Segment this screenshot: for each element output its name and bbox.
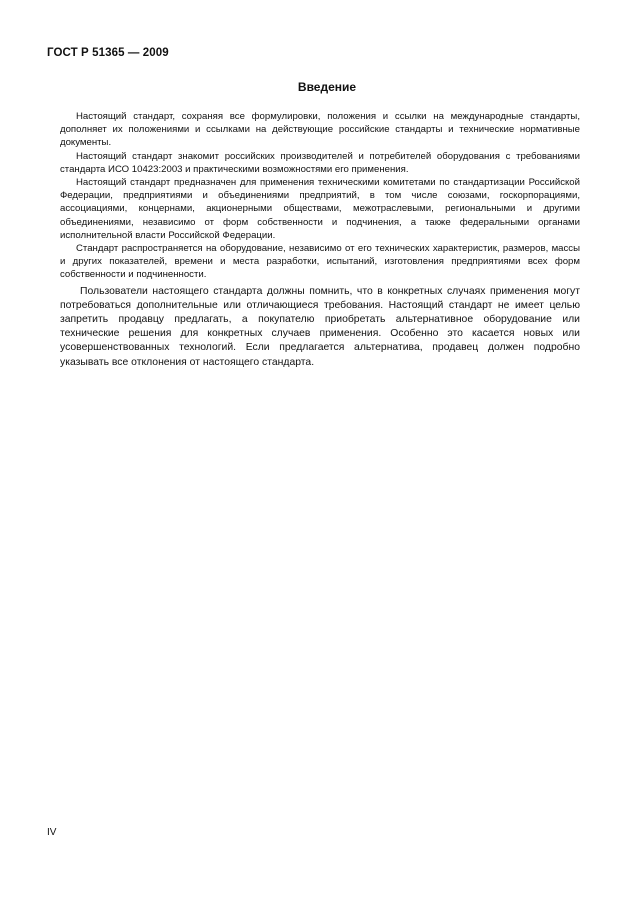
paragraph-3: Настоящий стандарт предназначен для применения техническими комитетами по стандартизации Российской Федерации, предприятиями и объединениями предприятий, в том числе союзами, госкорпорациями, ассоциациями, концернами, акционерными обществами, межотраслевыми, региональными и другими объединениями, независимо от форм собственности и подчинения, а также федеральными органами исполнительной власти Российской Федерации. xyxy=(60,177,580,241)
paragraph-4: Стандарт распространяется на оборудование, независимо от его технических характеристик, размеров, массы и других показателей, времени и места разработки, испытаний, изготовления предприятиями всех форм собственности и подчиненности. xyxy=(60,243,580,281)
section-title: Введение xyxy=(297,80,357,94)
paragraph-2: Настоящий стандарт знакомит российских производителей и потребителей оборудования с требованиями стандарта ИСО 10423:2003 и практическими возможностями его применения. xyxy=(60,150,580,175)
document-code-header: ГОСТ Р 51365 — 2009 xyxy=(47,47,169,59)
paragraph-5: Пользователи настоящего стандарта должны помнить, что в конкретных случаях применения могут потребоваться дополнительные или отличающиеся требования. Настоящий стандарт не имеет целью запретить продавцу предлагать, а покупателю приобретать альтернативное оборудование или технические решения для конкретных случаев применения. Особенно это касается новых или усовершенствованных технологий. Если предлагается альтернатива, продавец должен подробно указывать все отклонения от настоящего стандарта. xyxy=(60,285,580,368)
introduction-body xyxy=(60,110,580,370)
page-number: IV xyxy=(47,827,57,838)
paragraph-1: Настоящий стандарт, сохраняя все формулировки, положения и ссылки на международные стандарты, дополняет их положениями и ссылками на действующие российские стандарты и технические нормативные документы. xyxy=(60,111,580,149)
